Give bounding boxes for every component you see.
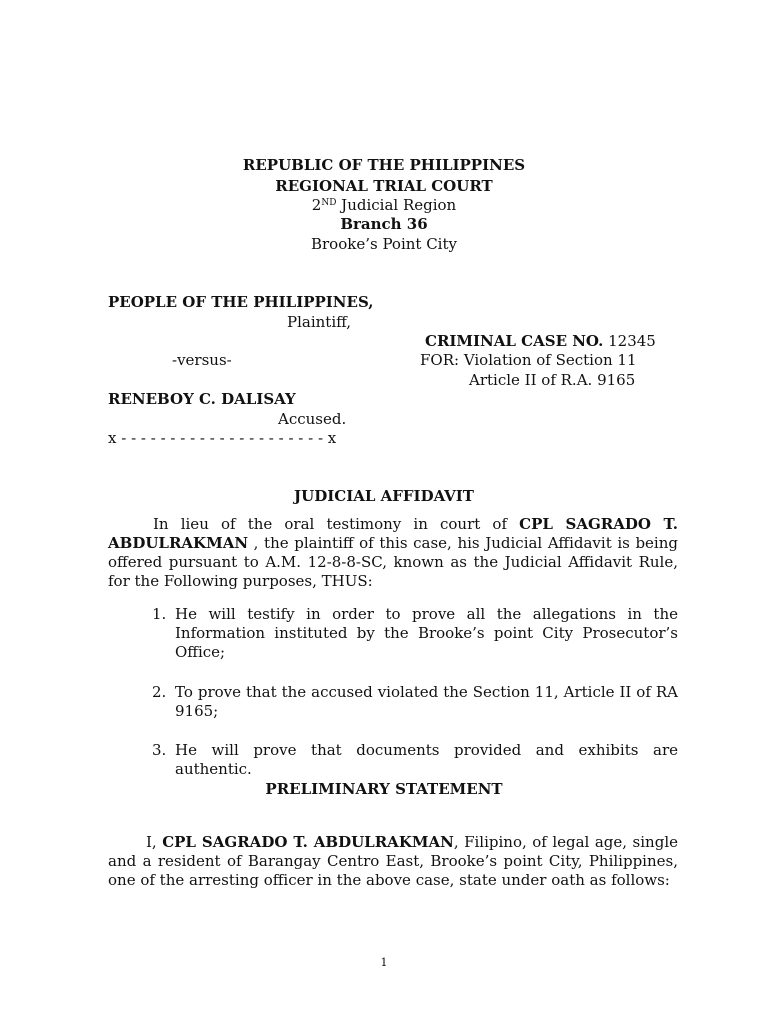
plaintiff-role: Plaintiff, [287,313,352,331]
charge-line-2: Article II of R.A. 9165 [469,371,636,389]
court-country: REPUBLIC OF THE PHILIPPINES [242,156,526,174]
judicial-region: 2ND Judicial Region [311,196,457,214]
preliminary-statement: I, CPL SAGRADO T. ABDULRAKMAN, Filipino, of legal age, single and a resident of Barangay Centro East, Brooke’s point City, Philippines, one of the arresting officer in the above case, state under oath as follows: [108,833,678,889]
accused-role: Accused. [278,410,347,428]
preliminary-title: PRELIMINARY STATEMENT [265,780,503,798]
affidavit-intro: In lieu of the oral testimony in court of CPL SAGRADO T. ABDULRAKMAN , the plaintiff of this case, his Judicial Affidavit is being offered pursuant to A.M. 12-8-8-SC, known as the Judicial Affidavit Rule, for the Following purposes, THUS: [108,515,679,590]
list-item: 1. He will testify in order to prove all the allegations in the Information instituted by the Brooke’s point City Prosecutor’s Office; [152,605,678,661]
affidavit-title: JUDICIAL AFFIDAVIT [294,487,474,505]
caption-separator: x - - - - - - - - - - - - - - - - - - - - - x [108,429,337,447]
case-number: CRIMINAL CASE NO. 12345 [425,332,656,350]
court-name: REGIONAL TRIAL COURT [275,177,493,195]
page-number: 1 [380,956,388,969]
versus: -versus- [172,351,232,369]
list-item: 3. He will prove that documents provided and exhibits are authentic. [152,741,678,778]
court-city: Brooke’s Point City [310,235,457,253]
branch: Branch 36 [340,215,428,233]
plaintiff-name: PEOPLE OF THE PHILIPPINES, [108,293,374,311]
accused-name: RENEBOY C. DALISAY [108,390,296,408]
charge-line: FOR: Violation of Section 11 [420,351,637,369]
list-item: 2. To prove that the accused violated the Section 11, Article II of RA 9165; [152,683,678,720]
